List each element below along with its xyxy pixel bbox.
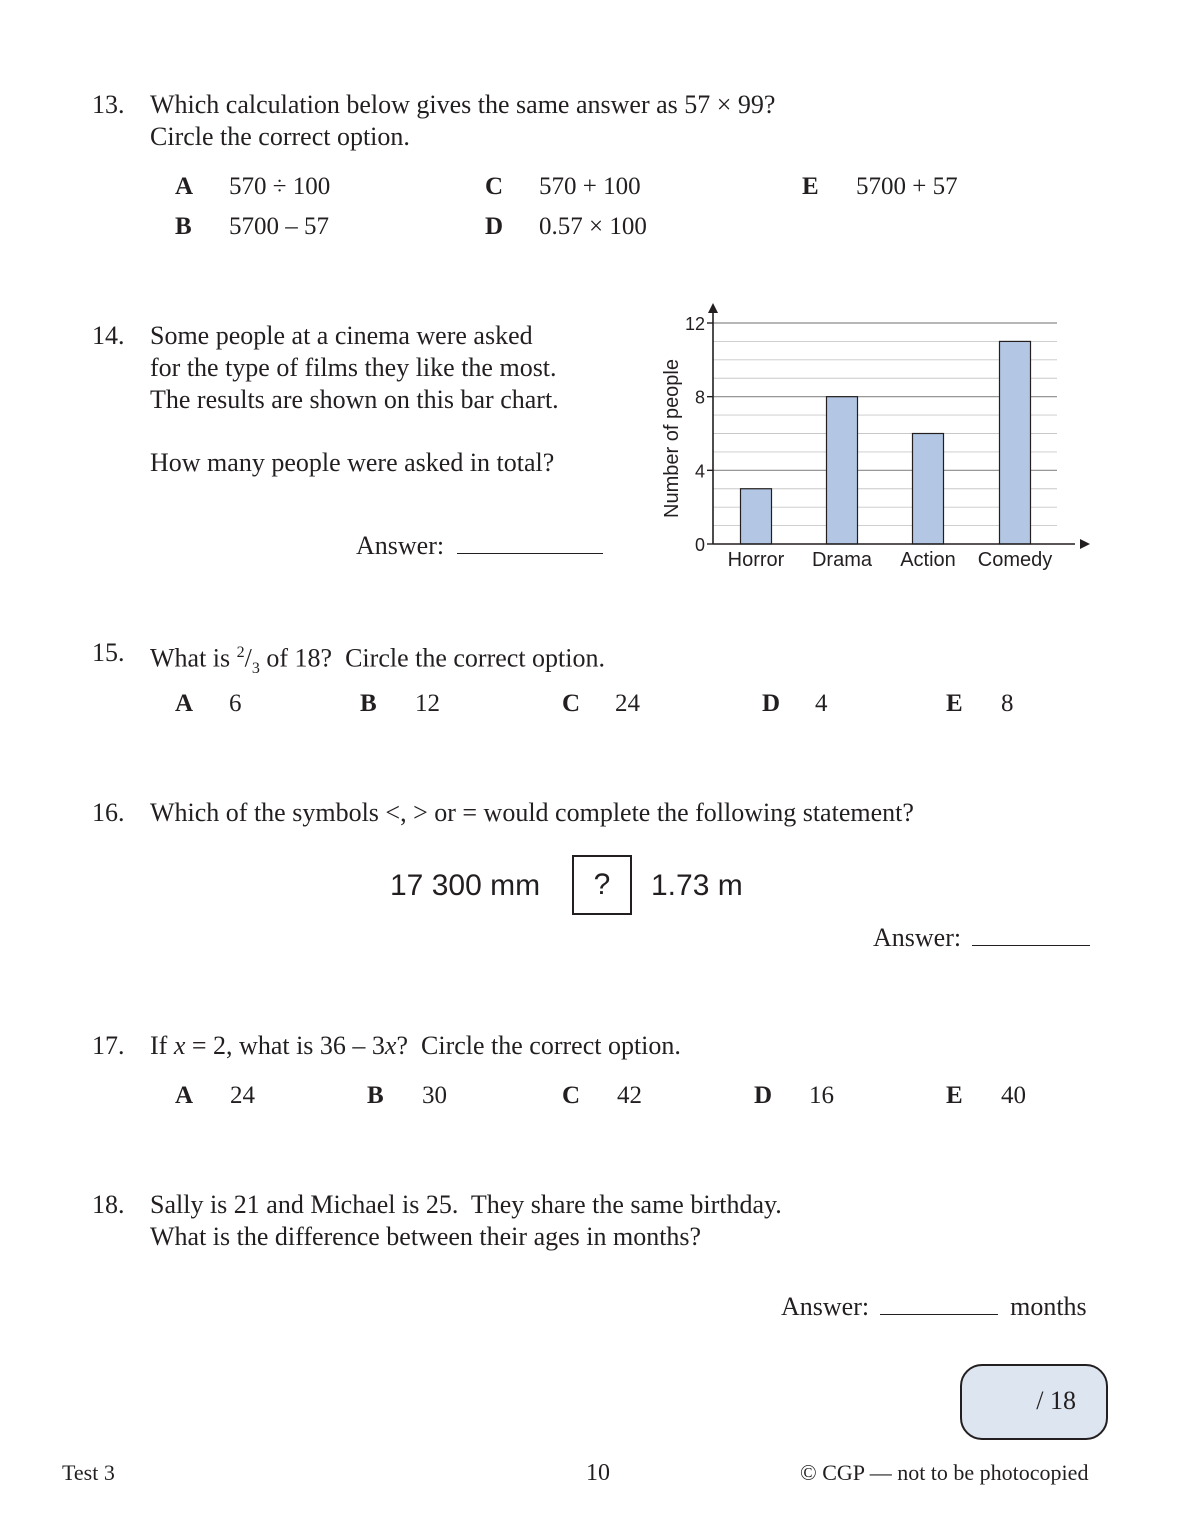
score-box bbox=[960, 1364, 1108, 1440]
answer-row bbox=[356, 529, 603, 562]
question-text-part: If bbox=[150, 1031, 174, 1060]
bar-horror bbox=[741, 489, 772, 544]
option-e[interactable] bbox=[946, 1081, 1026, 1111]
option-d[interactable] bbox=[485, 212, 647, 242]
fraction-numerator: 2 bbox=[236, 644, 245, 661]
variable: x bbox=[173, 1031, 186, 1060]
option-value: 12 bbox=[415, 690, 440, 717]
bar-chart bbox=[650, 295, 1090, 580]
chart-category-labels bbox=[728, 549, 1053, 571]
x-axis-arrow-icon bbox=[1080, 539, 1090, 549]
option-a[interactable] bbox=[175, 689, 242, 719]
page-number: 10 bbox=[586, 1460, 610, 1486]
variable: x bbox=[384, 1031, 397, 1060]
option-value: 30 bbox=[422, 1082, 447, 1109]
chart-bars bbox=[741, 341, 1031, 544]
answer-blank[interactable] bbox=[972, 921, 1090, 946]
option-d[interactable] bbox=[762, 689, 828, 719]
option-letter: B bbox=[175, 213, 192, 240]
option-value: 40 bbox=[1001, 1082, 1026, 1109]
bar-drama bbox=[827, 397, 858, 544]
question-number: 14. bbox=[92, 321, 125, 350]
y-tick-label: 12 bbox=[684, 314, 705, 334]
question-text: Which calculation below gives the same answer as 57 × 99? bbox=[150, 90, 776, 119]
question-text bbox=[150, 1030, 681, 1062]
question-text: Sally is 21 and Michael is 25. They share the same birthday. bbox=[150, 1190, 782, 1219]
option-letter: A bbox=[175, 1082, 194, 1109]
answer-blank[interactable] bbox=[880, 1290, 998, 1315]
option-b[interactable] bbox=[367, 1081, 447, 1111]
footer-copyright: © CGP — not to be photocopied bbox=[800, 1460, 1089, 1485]
option-b[interactable] bbox=[175, 212, 329, 242]
y-tick-label: 0 bbox=[694, 535, 705, 555]
chart-ticks bbox=[685, 314, 713, 555]
answer-label: Answer: bbox=[356, 531, 445, 560]
answer-unit: months bbox=[1010, 1292, 1087, 1321]
chart-y-axis-label: Number of people bbox=[661, 359, 683, 518]
option-value: 5700 – 57 bbox=[229, 213, 329, 240]
option-letter: C bbox=[562, 690, 581, 717]
question-text-line: Some people at a cinema were asked bbox=[150, 321, 533, 350]
bar-comedy bbox=[1000, 341, 1031, 544]
question-number: 13. bbox=[92, 90, 125, 119]
question-text: Which of the symbols <, > or = would complete the following statement? bbox=[150, 798, 914, 827]
option-letter: E bbox=[946, 1082, 963, 1109]
footer-test-label: Test 3 bbox=[62, 1460, 115, 1485]
y-axis-arrow-icon bbox=[708, 303, 718, 313]
question-text-post: of 18? Circle the correct option. bbox=[259, 643, 605, 673]
option-value: 24 bbox=[230, 1082, 255, 1109]
option-d[interactable] bbox=[754, 1081, 834, 1111]
symbol-box[interactable]: ? bbox=[572, 855, 632, 915]
category-label-drama: Drama bbox=[811, 549, 873, 571]
option-letter: B bbox=[367, 1082, 384, 1109]
answer-row bbox=[781, 1290, 1087, 1323]
question-instruction: Circle the correct option. bbox=[150, 122, 410, 151]
question-text-pre: What is bbox=[150, 643, 237, 673]
y-tick-label: 8 bbox=[694, 387, 705, 408]
statement-left: 17 300 mm bbox=[390, 869, 541, 902]
question-text-part: = 2, what is 36 – 3 bbox=[185, 1031, 385, 1060]
answer-label: Answer: bbox=[873, 923, 962, 952]
bar-action bbox=[913, 434, 944, 545]
option-value: 4 bbox=[815, 690, 828, 717]
option-value: 5700 + 57 bbox=[856, 173, 958, 200]
question-number: 17. bbox=[92, 1031, 125, 1060]
option-e[interactable] bbox=[802, 172, 958, 202]
question-text-part: ? Circle the correct option. bbox=[396, 1031, 681, 1060]
option-value: 8 bbox=[1001, 690, 1014, 717]
score-total: / 18 bbox=[1036, 1386, 1076, 1415]
question-text-line: What is the difference between their ages in months? bbox=[150, 1222, 702, 1251]
option-b[interactable] bbox=[360, 689, 440, 719]
option-letter: A bbox=[175, 173, 194, 200]
option-c[interactable] bbox=[562, 689, 640, 719]
fraction-denominator: 3 bbox=[251, 659, 260, 677]
question-number: 15. bbox=[92, 638, 125, 667]
option-e[interactable] bbox=[946, 689, 1014, 719]
statement-right: 1.73 m bbox=[651, 869, 743, 902]
option-c[interactable] bbox=[485, 172, 641, 202]
question-number: 16. bbox=[92, 798, 125, 827]
option-letter: C bbox=[485, 173, 504, 200]
category-label-horror: Horror bbox=[727, 549, 785, 571]
option-value: 24 bbox=[615, 690, 640, 717]
category-label-comedy: Comedy bbox=[977, 549, 1053, 571]
answer-blank[interactable] bbox=[457, 529, 603, 554]
option-letter: D bbox=[762, 690, 781, 717]
option-c[interactable] bbox=[562, 1081, 642, 1111]
option-a[interactable] bbox=[175, 172, 330, 202]
option-value: 570 + 100 bbox=[539, 173, 641, 200]
answer-label: Answer: bbox=[781, 1292, 870, 1321]
answer-row bbox=[873, 921, 1090, 954]
question-text: What is $^2/_3$ of 18? Circle the correct option. bbox=[150, 643, 605, 677]
question-text-line: The results are shown on this bar chart. bbox=[150, 385, 559, 414]
option-a[interactable] bbox=[175, 1081, 255, 1111]
option-value: 6 bbox=[229, 690, 242, 717]
option-letter: E bbox=[946, 690, 963, 717]
option-letter: D bbox=[485, 213, 504, 240]
option-value: 42 bbox=[617, 1082, 642, 1109]
option-value: 570 ÷ 100 bbox=[229, 173, 331, 200]
y-tick-label: 4 bbox=[694, 461, 705, 482]
category-label-action: Action bbox=[900, 549, 956, 571]
question-prompt: How many people were asked in total? bbox=[150, 448, 555, 477]
option-letter: E bbox=[802, 173, 819, 200]
option-letter: A bbox=[175, 690, 194, 717]
option-letter: C bbox=[562, 1082, 581, 1109]
option-value: 16 bbox=[809, 1082, 834, 1109]
option-letter: B bbox=[360, 690, 377, 717]
question-text-line: for the type of films they like the most. bbox=[150, 353, 557, 382]
option-value: 0.57 × 100 bbox=[539, 213, 647, 240]
question-number: 18. bbox=[92, 1190, 125, 1219]
option-letter: D bbox=[754, 1082, 773, 1109]
